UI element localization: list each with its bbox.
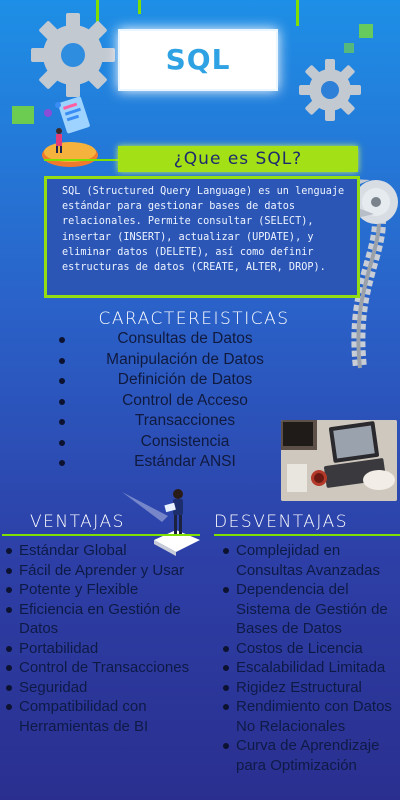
decor-line <box>214 534 400 536</box>
list-item: Consistencia <box>55 432 295 453</box>
gear-icon <box>296 56 364 124</box>
decor-line <box>296 0 299 26</box>
page-title: SQL <box>165 43 231 76</box>
list-item: Potente y Flexible <box>4 580 204 600</box>
what-is-heading: ¿Que es SQL? <box>173 149 303 169</box>
disadvantages-heading: DESVENTAJAS <box>214 512 349 532</box>
list-item: Escalabilidad Limitada <box>221 658 399 678</box>
list-item: Eficiencia en Gestión de Datos <box>4 600 204 639</box>
list-item: Estándar ANSI <box>55 452 295 473</box>
list-item: Portabilidad <box>4 639 204 659</box>
laptop-photo <box>281 420 397 501</box>
decor-line <box>44 159 124 161</box>
list-item: Rigidez Estructural <box>221 678 399 698</box>
characteristics-heading: CARACTEREISTICAS <box>98 309 290 329</box>
list-item: Seguridad <box>4 678 204 698</box>
characteristics-list <box>55 329 295 473</box>
list-item: Control de Acceso <box>55 391 295 412</box>
advantages-list <box>4 541 204 736</box>
decor-line <box>2 534 200 536</box>
list-item: Manipulación de Datos <box>55 350 295 371</box>
list-item: Control de Transacciones <box>4 658 204 678</box>
list-item: Estándar Global <box>4 541 204 561</box>
decor-square <box>344 43 354 53</box>
decor-line <box>138 0 141 14</box>
list-item: Transacciones <box>55 411 295 432</box>
what-is-body: SQL (Structured Query Language) es un lenguaje estándar para gestionar bases de datos relacionales. Permite consultar (SELECT), insertar (INSERT), actualizar (UPDATE), y eliminar datos (DELETE), así como definir estructuras de datos (CREATE, ALTER, DROP). <box>62 186 345 274</box>
list-item: Definición de Datos <box>55 370 295 391</box>
list-item: Rendimiento con Datos No Relacionales <box>221 697 399 736</box>
list-item: Dependencia del Sistema de Gestión de Bases de Datos <box>221 580 399 639</box>
list-item: Costos de Licencia <box>221 639 399 659</box>
list-item: Compatibilidad con Herramientas de BI <box>4 697 204 736</box>
disadvantages-list <box>221 541 399 775</box>
list-item: Consultas de Datos <box>55 329 295 350</box>
list-item: Fácil de Aprender y Usar <box>4 561 204 581</box>
gear-icon <box>26 8 120 102</box>
advantages-heading: VENTAJAS <box>30 512 125 532</box>
decor-square <box>12 106 34 124</box>
list-item: Complejidad en Consultas Avanzadas <box>221 541 399 580</box>
decor-square <box>359 24 373 38</box>
list-item: Curva de Aprendizaje para Optimización <box>221 736 399 775</box>
